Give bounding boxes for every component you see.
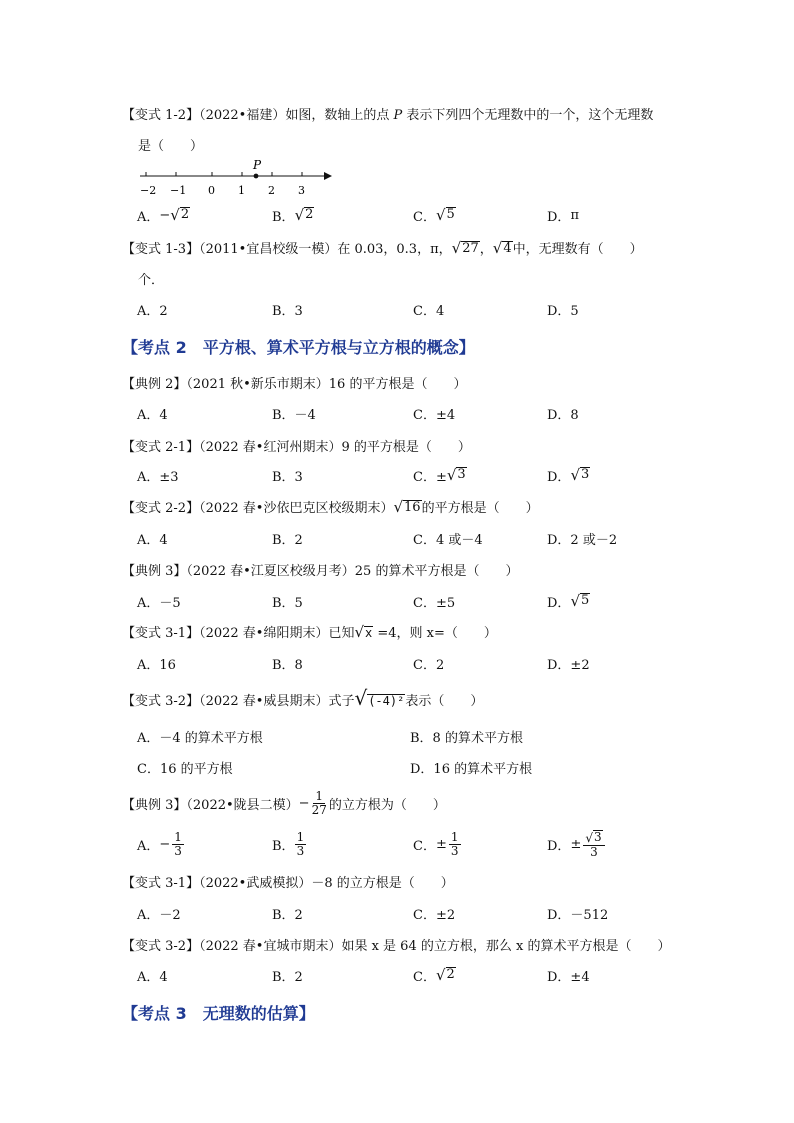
question-1-2 xyxy=(122,104,653,154)
option-label: D． xyxy=(547,595,571,611)
option-label: B． xyxy=(272,209,295,225)
option-a[interactable]: A．4 xyxy=(137,532,168,548)
option-b[interactable] xyxy=(272,460,303,490)
option-label: A． xyxy=(137,838,160,854)
tick-label: 0 xyxy=(208,184,215,197)
option-a[interactable] xyxy=(137,586,181,616)
question-1-3 xyxy=(122,238,643,288)
denominator: 27 xyxy=(311,802,327,817)
point-p-marker xyxy=(254,174,259,179)
option-c[interactable] xyxy=(413,829,461,859)
option-c[interactable]: C．±4 xyxy=(413,407,456,423)
option-label: A．4 xyxy=(137,969,168,985)
options-1-3 xyxy=(137,294,657,324)
option-label: C． xyxy=(413,969,436,985)
sqrt-expression: √ 2 xyxy=(435,965,455,984)
sqrt-expression: √ 4 xyxy=(492,239,512,257)
minus-sign: − xyxy=(298,795,310,811)
option-label: B．2 xyxy=(272,969,303,985)
option-c[interactable]: C．4 xyxy=(413,303,445,319)
options-3-2-row2 xyxy=(137,752,657,782)
option-a[interactable]: A．2 xyxy=(137,303,168,319)
option-c[interactable]: C．2 xyxy=(413,657,445,673)
question-text: 【典例 3】（2022•陇县二模） xyxy=(122,797,299,813)
option-b[interactable]: B．8 xyxy=(272,657,303,673)
option-label: D． xyxy=(547,838,571,854)
numerator xyxy=(583,830,604,846)
option-label: B． xyxy=(272,838,295,854)
example-2: 【典例 2】（2021 秋•新乐市期末）16 的平方根是（ ） xyxy=(122,377,467,392)
question-text: 的立方根为（ ） xyxy=(328,797,446,813)
numerator: 1 xyxy=(174,829,182,844)
radicand: 2 xyxy=(446,967,455,983)
sqrt-expression: √ 16 xyxy=(393,498,421,516)
question-3-1-cube: 【变式 3-1】（2022•武威模拟）－8 的立方根是（ ） xyxy=(122,876,454,891)
sqrt-expression: √ x xyxy=(354,623,373,641)
option-c[interactable] xyxy=(413,460,467,490)
radicand: 16 xyxy=(404,499,421,515)
option-label: A． xyxy=(137,209,160,225)
numerator: 1 xyxy=(315,789,324,803)
option-b[interactable] xyxy=(272,960,303,990)
tick-label: 3 xyxy=(298,184,305,197)
sign: ± xyxy=(570,836,582,852)
sqrt-expression: √ 2 xyxy=(170,205,190,224)
option-a[interactable] xyxy=(137,829,184,859)
tick-label: 1 xyxy=(238,184,245,197)
sqrt-expression: √ 2 xyxy=(294,205,314,224)
question-2-2 xyxy=(122,497,539,516)
question-continuation: 是（ ） xyxy=(138,139,204,154)
heading-prefix: 【考点 3 xyxy=(122,1004,187,1023)
question-text: 的平方根是（ ） xyxy=(421,501,539,516)
options-3-2-row1 xyxy=(137,721,657,751)
option-label: C．±5 xyxy=(413,595,456,611)
option-c[interactable] xyxy=(413,586,455,616)
sqrt-expression: √ 5 xyxy=(435,205,455,224)
option-d[interactable]: D．±2 xyxy=(547,657,590,673)
tick-label: −2 xyxy=(140,184,157,197)
radicand: 3 xyxy=(581,467,590,483)
sign: ± xyxy=(435,836,447,852)
denominator: 3 xyxy=(174,843,182,858)
options-3-1 xyxy=(137,648,657,678)
numerator: 1 xyxy=(450,829,459,844)
section-heading-3 xyxy=(122,1001,315,1024)
fraction xyxy=(310,790,329,816)
question-2-1: 【变式 2-1】（2022 春•红河州期末）9 的平方根是（ ） xyxy=(122,440,471,455)
option-c[interactable]: C．16 的平方根 xyxy=(137,761,233,777)
option-value: π xyxy=(570,207,579,223)
radicand: 3 xyxy=(594,829,602,844)
question-3-2-cube: 【变式 3-2】（2022 春•宜城市期末）如果 x 是 64 的立方根，那么 x 的算术平方根是（ ） xyxy=(122,939,671,954)
radicand: x xyxy=(365,625,373,640)
denominator: 3 xyxy=(450,843,459,858)
denominator: 3 xyxy=(590,844,598,859)
option-d[interactable] xyxy=(547,200,579,230)
question-text: =4，则 x=（ ） xyxy=(373,626,497,641)
options-1-2 xyxy=(137,200,657,230)
point-letter: P xyxy=(393,108,403,123)
number-line-arrow xyxy=(324,172,332,180)
option-a[interactable] xyxy=(137,460,179,490)
radicand: 5 xyxy=(581,593,590,609)
option-label: A．±3 xyxy=(137,469,179,485)
question-text: 【变式 1-2】（2022•福建）如图，数轴上的点 xyxy=(122,108,394,123)
option-c[interactable] xyxy=(413,200,456,230)
heading-title: 平方根、算术平方根与立方根的概念】 xyxy=(202,338,475,357)
point-p-label: P xyxy=(253,158,262,172)
option-a[interactable]: A．－4 的算术平方根 xyxy=(137,730,263,746)
option-b[interactable] xyxy=(272,829,306,859)
question-3-1 xyxy=(122,622,497,641)
sqrt-expression: √ (-4)² xyxy=(354,686,405,710)
sqrt-expression: √ 3 xyxy=(570,465,590,484)
option-b[interactable]: B．－4 xyxy=(272,407,316,423)
number-line xyxy=(138,158,338,198)
radicand: 4 xyxy=(503,240,512,256)
question-text: 【变式 1-3】（2011•宜昌校级一模）在 0.03，0.3，π， xyxy=(122,242,452,257)
option-b[interactable] xyxy=(272,586,303,616)
heading-prefix: 【考点 2 xyxy=(122,338,187,357)
option-b[interactable]: B．2 xyxy=(272,532,303,548)
question-text: 表示下列四个无理数中的一个，这个无理数 xyxy=(402,108,654,123)
question-text: 【变式 2-2】（2022 春•沙依巴克区校级期末） xyxy=(122,501,394,516)
options-2-2 xyxy=(137,523,657,553)
fraction xyxy=(172,831,184,857)
option-d[interactable]: D．16 的算术平方根 xyxy=(410,761,533,777)
question-continuation: 个． xyxy=(138,273,165,288)
radicand: (-4)² xyxy=(368,693,405,708)
option-label: B．5 xyxy=(272,595,303,611)
option-label: B．3 xyxy=(272,469,303,485)
option-a[interactable]: A．16 xyxy=(137,657,176,673)
option-b[interactable]: B．2 xyxy=(272,907,303,923)
question-text: 【变式 3-1】（2022 春•绵阳期末）已知 xyxy=(122,626,355,641)
option-d[interactable] xyxy=(547,960,590,990)
option-b[interactable]: B．8 的算术平方根 xyxy=(410,730,523,746)
section-heading-2 xyxy=(122,335,475,358)
option-d[interactable]: D．－512 xyxy=(547,907,609,923)
option-c[interactable] xyxy=(413,960,456,990)
option-d[interactable] xyxy=(547,586,590,616)
option-a[interactable]: A．－2 xyxy=(137,907,181,923)
sqrt-expression: √ 3 xyxy=(585,829,602,845)
options-2-1 xyxy=(137,460,657,490)
fraction xyxy=(583,830,604,858)
options-ex3 xyxy=(137,586,657,616)
fraction xyxy=(295,831,307,857)
sign: − xyxy=(159,836,171,852)
options-ex3-cube xyxy=(137,829,657,863)
question-3-2 xyxy=(122,688,483,709)
sqrt-expression: √ 3 xyxy=(446,465,466,484)
option-label: C． xyxy=(413,838,436,854)
options-ex2 xyxy=(137,398,657,428)
example-3-cube xyxy=(122,790,446,816)
option-label: A．－5 xyxy=(137,595,181,611)
sqrt-expression: √ 5 xyxy=(570,591,590,610)
example-3: 【典例 3】（2022 春•江夏区校级月考）25 的算术平方根是（ ） xyxy=(122,564,519,579)
radicand: 2 xyxy=(305,207,314,223)
option-d[interactable]: D．5 xyxy=(547,303,579,319)
radicand: 5 xyxy=(446,207,455,223)
tick-label: 2 xyxy=(268,184,275,197)
option-c[interactable]: C．±2 xyxy=(413,907,456,923)
sqrt-expression: √ 27 xyxy=(451,239,479,257)
options-3-2-cube xyxy=(137,960,657,990)
question-text: 【变式 3-2】（2022 春•威县期末）式子 xyxy=(122,694,355,709)
separator: ， xyxy=(479,242,493,257)
option-a[interactable]: A．4 xyxy=(137,407,168,423)
option-label: C．± xyxy=(413,469,447,485)
denominator: 3 xyxy=(296,843,305,858)
numerator: 1 xyxy=(296,829,305,844)
tick-label: −1 xyxy=(170,184,187,197)
option-d[interactable]: D．8 xyxy=(547,407,579,423)
option-a[interactable] xyxy=(137,200,190,230)
radicand: 3 xyxy=(457,467,466,483)
option-label: C． xyxy=(413,209,436,225)
options-3-1-cube xyxy=(137,898,657,928)
option-a[interactable] xyxy=(137,960,168,990)
minus-sign: − xyxy=(159,207,171,223)
option-label: D．±4 xyxy=(547,969,590,985)
option-d[interactable] xyxy=(547,460,590,490)
option-d[interactable] xyxy=(547,829,605,859)
option-label: D． xyxy=(547,469,571,485)
radicand: 27 xyxy=(462,240,479,256)
option-b[interactable]: B．3 xyxy=(272,303,303,319)
question-text: 表示（ ） xyxy=(405,694,484,709)
question-text: 中，无理数有（ ） xyxy=(512,242,643,257)
option-d[interactable]: D．2 或－2 xyxy=(547,532,618,548)
radicand: 2 xyxy=(180,207,190,223)
option-label: D． xyxy=(547,209,571,225)
heading-title: 无理数的估算】 xyxy=(202,1004,315,1023)
option-c[interactable]: C．4 或－4 xyxy=(413,532,483,548)
fraction xyxy=(449,831,461,857)
option-b[interactable] xyxy=(272,200,314,230)
